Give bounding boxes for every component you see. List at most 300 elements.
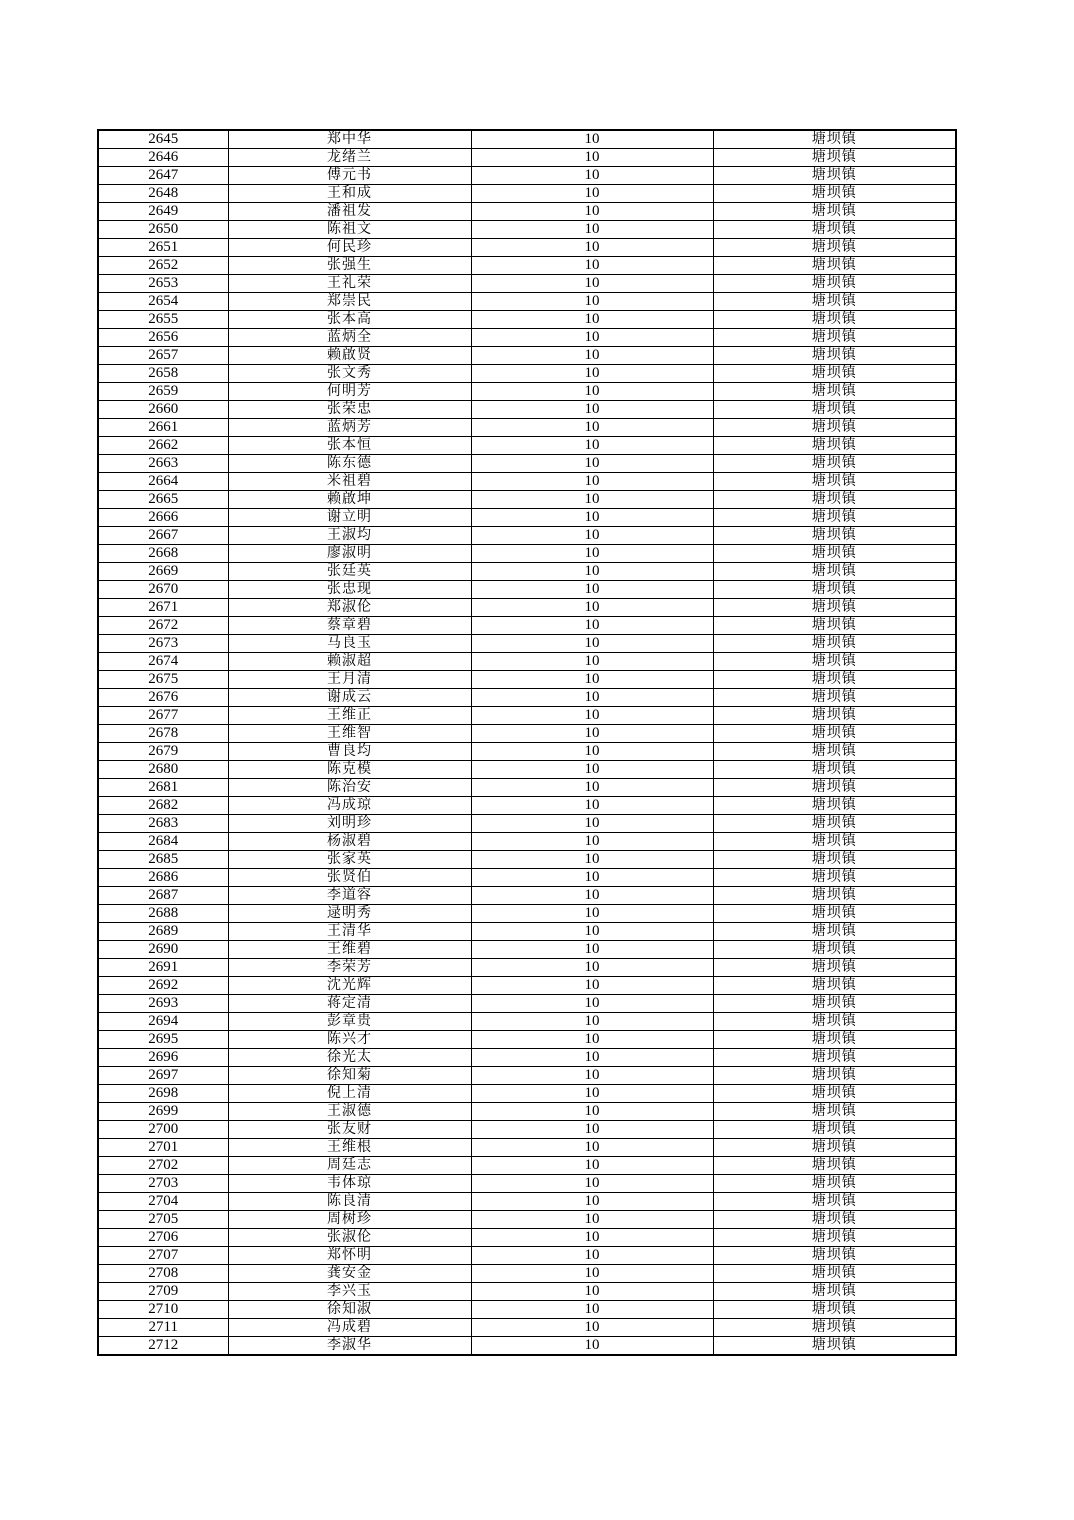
row-number-cell: 2678 xyxy=(98,725,228,743)
town-cell: 塘坝镇 xyxy=(713,1211,956,1229)
table-row xyxy=(98,509,956,527)
row-number-cell: 2706 xyxy=(98,1229,228,1247)
table-row xyxy=(98,725,956,743)
name-cell: 何民珍 xyxy=(228,239,471,257)
amount-cell: 10 xyxy=(471,383,713,401)
row-number-cell: 2705 xyxy=(98,1211,228,1229)
table-row xyxy=(98,1157,956,1175)
town-cell: 塘坝镇 xyxy=(713,725,956,743)
town-cell: 塘坝镇 xyxy=(713,923,956,941)
row-number-cell: 2667 xyxy=(98,527,228,545)
row-number-cell: 2666 xyxy=(98,509,228,527)
name-cell: 郑怀明 xyxy=(228,1247,471,1265)
table-row xyxy=(98,743,956,761)
amount-cell: 10 xyxy=(471,509,713,527)
amount-cell: 10 xyxy=(471,1049,713,1067)
row-number-cell: 2670 xyxy=(98,581,228,599)
amount-cell: 10 xyxy=(471,347,713,365)
town-cell: 塘坝镇 xyxy=(713,203,956,221)
table-row xyxy=(98,293,956,311)
name-cell: 徐知菊 xyxy=(228,1067,471,1085)
row-number-cell: 2669 xyxy=(98,563,228,581)
table-row xyxy=(98,329,956,347)
amount-cell: 10 xyxy=(471,401,713,419)
table-row xyxy=(98,527,956,545)
row-number-cell: 2654 xyxy=(98,293,228,311)
town-cell: 塘坝镇 xyxy=(713,1121,956,1139)
table-row xyxy=(98,833,956,851)
amount-cell: 10 xyxy=(471,653,713,671)
name-cell: 张淑伦 xyxy=(228,1229,471,1247)
town-cell: 塘坝镇 xyxy=(713,473,956,491)
town-cell: 塘坝镇 xyxy=(713,1319,956,1337)
row-number-cell: 2679 xyxy=(98,743,228,761)
name-cell: 王维智 xyxy=(228,725,471,743)
town-cell: 塘坝镇 xyxy=(713,743,956,761)
name-cell: 龚安金 xyxy=(228,1265,471,1283)
table-row xyxy=(98,797,956,815)
table-row xyxy=(98,455,956,473)
town-cell: 塘坝镇 xyxy=(713,185,956,203)
amount-cell: 10 xyxy=(471,311,713,329)
town-cell: 塘坝镇 xyxy=(713,815,956,833)
name-cell: 王维根 xyxy=(228,1139,471,1157)
name-cell: 陈兴才 xyxy=(228,1031,471,1049)
table-row xyxy=(98,1139,956,1157)
town-cell: 塘坝镇 xyxy=(713,491,956,509)
row-number-cell: 2674 xyxy=(98,653,228,671)
amount-cell: 10 xyxy=(471,419,713,437)
table-row xyxy=(98,761,956,779)
row-number-cell: 2647 xyxy=(98,167,228,185)
row-number-cell: 2691 xyxy=(98,959,228,977)
town-cell: 塘坝镇 xyxy=(713,275,956,293)
table-row xyxy=(98,1013,956,1031)
row-number-cell: 2711 xyxy=(98,1319,228,1337)
town-cell: 塘坝镇 xyxy=(713,239,956,257)
table-row xyxy=(98,221,956,239)
name-cell: 张本恒 xyxy=(228,437,471,455)
name-cell: 蔡章碧 xyxy=(228,617,471,635)
row-number-cell: 2660 xyxy=(98,401,228,419)
amount-cell: 10 xyxy=(471,239,713,257)
amount-cell: 10 xyxy=(471,581,713,599)
name-cell: 张家英 xyxy=(228,851,471,869)
amount-cell: 10 xyxy=(471,743,713,761)
table-row xyxy=(98,671,956,689)
row-number-cell: 2696 xyxy=(98,1049,228,1067)
amount-cell: 10 xyxy=(471,1121,713,1139)
amount-cell: 10 xyxy=(471,1229,713,1247)
name-cell: 王维正 xyxy=(228,707,471,725)
name-cell: 郑中华 xyxy=(228,130,471,149)
amount-cell: 10 xyxy=(471,617,713,635)
town-cell: 塘坝镇 xyxy=(713,905,956,923)
name-cell: 张贤伯 xyxy=(228,869,471,887)
amount-cell: 10 xyxy=(471,1211,713,1229)
town-cell: 塘坝镇 xyxy=(713,671,956,689)
row-number-cell: 2709 xyxy=(98,1283,228,1301)
name-cell: 谢立明 xyxy=(228,509,471,527)
row-number-cell: 2665 xyxy=(98,491,228,509)
amount-cell: 10 xyxy=(471,815,713,833)
row-number-cell: 2708 xyxy=(98,1265,228,1283)
amount-cell: 10 xyxy=(471,185,713,203)
row-number-cell: 2672 xyxy=(98,617,228,635)
table-row xyxy=(98,905,956,923)
amount-cell: 10 xyxy=(471,977,713,995)
name-cell: 赖淑超 xyxy=(228,653,471,671)
town-cell: 塘坝镇 xyxy=(713,797,956,815)
amount-cell: 10 xyxy=(471,1175,713,1193)
town-cell: 塘坝镇 xyxy=(713,455,956,473)
name-cell: 张友财 xyxy=(228,1121,471,1139)
town-cell: 塘坝镇 xyxy=(713,599,956,617)
name-cell: 张文秀 xyxy=(228,365,471,383)
amount-cell: 10 xyxy=(471,689,713,707)
table-row xyxy=(98,473,956,491)
table-row xyxy=(98,1337,956,1356)
town-cell: 塘坝镇 xyxy=(713,761,956,779)
town-cell: 塘坝镇 xyxy=(713,545,956,563)
name-cell: 张强生 xyxy=(228,257,471,275)
amount-cell: 10 xyxy=(471,995,713,1013)
town-cell: 塘坝镇 xyxy=(713,563,956,581)
row-number-cell: 2673 xyxy=(98,635,228,653)
name-cell: 彭章贵 xyxy=(228,1013,471,1031)
table-row xyxy=(98,1193,956,1211)
row-number-cell: 2649 xyxy=(98,203,228,221)
name-cell: 周廷志 xyxy=(228,1157,471,1175)
row-number-cell: 2657 xyxy=(98,347,228,365)
amount-cell: 10 xyxy=(471,149,713,167)
row-number-cell: 2692 xyxy=(98,977,228,995)
amount-cell: 10 xyxy=(471,437,713,455)
table-row xyxy=(98,275,956,293)
row-number-cell: 2689 xyxy=(98,923,228,941)
name-cell: 赖啟贤 xyxy=(228,347,471,365)
name-cell: 傅元书 xyxy=(228,167,471,185)
row-number-cell: 2693 xyxy=(98,995,228,1013)
name-cell: 廖淑明 xyxy=(228,545,471,563)
town-cell: 塘坝镇 xyxy=(713,1031,956,1049)
row-number-cell: 2710 xyxy=(98,1301,228,1319)
amount-cell: 10 xyxy=(471,887,713,905)
town-cell: 塘坝镇 xyxy=(713,527,956,545)
amount-cell: 10 xyxy=(471,797,713,815)
name-cell: 郑崇民 xyxy=(228,293,471,311)
amount-cell: 10 xyxy=(471,599,713,617)
amount-cell: 10 xyxy=(471,527,713,545)
table-row xyxy=(98,130,956,149)
table-row xyxy=(98,311,956,329)
table-body xyxy=(98,130,956,1355)
name-cell: 陈良清 xyxy=(228,1193,471,1211)
table-row xyxy=(98,815,956,833)
table-row xyxy=(98,149,956,167)
name-cell: 陈治安 xyxy=(228,779,471,797)
town-cell: 塘坝镇 xyxy=(713,1139,956,1157)
town-cell: 塘坝镇 xyxy=(713,851,956,869)
table-row xyxy=(98,995,956,1013)
row-number-cell: 2712 xyxy=(98,1337,228,1356)
name-cell: 谢成云 xyxy=(228,689,471,707)
town-cell: 塘坝镇 xyxy=(713,707,956,725)
name-cell: 倪上清 xyxy=(228,1085,471,1103)
row-number-cell: 2668 xyxy=(98,545,228,563)
town-cell: 塘坝镇 xyxy=(713,1229,956,1247)
data-table xyxy=(97,129,957,1356)
amount-cell: 10 xyxy=(471,1067,713,1085)
row-number-cell: 2677 xyxy=(98,707,228,725)
amount-cell: 10 xyxy=(471,725,713,743)
town-cell: 塘坝镇 xyxy=(713,995,956,1013)
table-row xyxy=(98,635,956,653)
name-cell: 王和成 xyxy=(228,185,471,203)
row-number-cell: 2695 xyxy=(98,1031,228,1049)
table-row xyxy=(98,977,956,995)
town-cell: 塘坝镇 xyxy=(713,311,956,329)
town-cell: 塘坝镇 xyxy=(713,1157,956,1175)
town-cell: 塘坝镇 xyxy=(713,401,956,419)
name-cell: 沈光辉 xyxy=(228,977,471,995)
town-cell: 塘坝镇 xyxy=(713,635,956,653)
amount-cell: 10 xyxy=(471,707,713,725)
row-number-cell: 2690 xyxy=(98,941,228,959)
table-row xyxy=(98,1049,956,1067)
row-number-cell: 2646 xyxy=(98,149,228,167)
name-cell: 蒋定清 xyxy=(228,995,471,1013)
table-row xyxy=(98,1031,956,1049)
row-number-cell: 2703 xyxy=(98,1175,228,1193)
amount-cell: 10 xyxy=(471,1103,713,1121)
row-number-cell: 2653 xyxy=(98,275,228,293)
row-number-cell: 2684 xyxy=(98,833,228,851)
row-number-cell: 2664 xyxy=(98,473,228,491)
row-number-cell: 2697 xyxy=(98,1067,228,1085)
table-row xyxy=(98,1247,956,1265)
row-number-cell: 2648 xyxy=(98,185,228,203)
amount-cell: 10 xyxy=(471,1301,713,1319)
amount-cell: 10 xyxy=(471,1031,713,1049)
amount-cell: 10 xyxy=(471,1247,713,1265)
town-cell: 塘坝镇 xyxy=(713,1103,956,1121)
amount-cell: 10 xyxy=(471,203,713,221)
row-number-cell: 2700 xyxy=(98,1121,228,1139)
table-row xyxy=(98,869,956,887)
amount-cell: 10 xyxy=(471,779,713,797)
row-number-cell: 2645 xyxy=(98,130,228,149)
table-row xyxy=(98,563,956,581)
name-cell: 何明芳 xyxy=(228,383,471,401)
row-number-cell: 2686 xyxy=(98,869,228,887)
amount-cell: 10 xyxy=(471,1085,713,1103)
name-cell: 王清华 xyxy=(228,923,471,941)
amount-cell: 10 xyxy=(471,1157,713,1175)
row-number-cell: 2675 xyxy=(98,671,228,689)
name-cell: 王淑德 xyxy=(228,1103,471,1121)
table-row xyxy=(98,887,956,905)
name-cell: 马良玉 xyxy=(228,635,471,653)
name-cell: 赖啟坤 xyxy=(228,491,471,509)
name-cell: 徐光太 xyxy=(228,1049,471,1067)
table-row xyxy=(98,653,956,671)
town-cell: 塘坝镇 xyxy=(713,689,956,707)
town-cell: 塘坝镇 xyxy=(713,437,956,455)
row-number-cell: 2650 xyxy=(98,221,228,239)
amount-cell: 10 xyxy=(471,851,713,869)
name-cell: 韦体琼 xyxy=(228,1175,471,1193)
row-number-cell: 2661 xyxy=(98,419,228,437)
name-cell: 王淑均 xyxy=(228,527,471,545)
amount-cell: 10 xyxy=(471,329,713,347)
row-number-cell: 2681 xyxy=(98,779,228,797)
table-row xyxy=(98,347,956,365)
table-row xyxy=(98,545,956,563)
table-row xyxy=(98,491,956,509)
amount-cell: 10 xyxy=(471,167,713,185)
row-number-cell: 2707 xyxy=(98,1247,228,1265)
town-cell: 塘坝镇 xyxy=(713,1013,956,1031)
row-number-cell: 2655 xyxy=(98,311,228,329)
town-cell: 塘坝镇 xyxy=(713,1067,956,1085)
amount-cell: 10 xyxy=(471,761,713,779)
table-row xyxy=(98,617,956,635)
row-number-cell: 2687 xyxy=(98,887,228,905)
row-number-cell: 2662 xyxy=(98,437,228,455)
table-row xyxy=(98,707,956,725)
amount-cell: 10 xyxy=(471,293,713,311)
name-cell: 冯成琼 xyxy=(228,797,471,815)
row-number-cell: 2682 xyxy=(98,797,228,815)
table-row xyxy=(98,437,956,455)
row-number-cell: 2702 xyxy=(98,1157,228,1175)
row-number-cell: 2663 xyxy=(98,455,228,473)
amount-cell: 10 xyxy=(471,275,713,293)
amount-cell: 10 xyxy=(471,1193,713,1211)
town-cell: 塘坝镇 xyxy=(713,149,956,167)
town-cell: 塘坝镇 xyxy=(713,221,956,239)
town-cell: 塘坝镇 xyxy=(713,977,956,995)
amount-cell: 10 xyxy=(471,491,713,509)
name-cell: 张廷英 xyxy=(228,563,471,581)
amount-cell: 10 xyxy=(471,257,713,275)
town-cell: 塘坝镇 xyxy=(713,959,956,977)
town-cell: 塘坝镇 xyxy=(713,833,956,851)
row-number-cell: 2676 xyxy=(98,689,228,707)
table-row xyxy=(98,383,956,401)
town-cell: 塘坝镇 xyxy=(713,887,956,905)
table-row xyxy=(98,779,956,797)
row-number-cell: 2671 xyxy=(98,599,228,617)
row-number-cell: 2658 xyxy=(98,365,228,383)
town-cell: 塘坝镇 xyxy=(713,1301,956,1319)
table-row xyxy=(98,599,956,617)
name-cell: 李荣芳 xyxy=(228,959,471,977)
amount-cell: 10 xyxy=(471,941,713,959)
name-cell: 曹良均 xyxy=(228,743,471,761)
table-row xyxy=(98,1211,956,1229)
town-cell: 塘坝镇 xyxy=(713,347,956,365)
town-cell: 塘坝镇 xyxy=(713,779,956,797)
town-cell: 塘坝镇 xyxy=(713,329,956,347)
table-row xyxy=(98,1265,956,1283)
name-cell: 龙绪兰 xyxy=(228,149,471,167)
town-cell: 塘坝镇 xyxy=(713,419,956,437)
table-row xyxy=(98,203,956,221)
name-cell: 周树珍 xyxy=(228,1211,471,1229)
row-number-cell: 2701 xyxy=(98,1139,228,1157)
town-cell: 塘坝镇 xyxy=(713,1283,956,1301)
amount-cell: 10 xyxy=(471,221,713,239)
amount-cell: 10 xyxy=(471,1265,713,1283)
town-cell: 塘坝镇 xyxy=(713,1247,956,1265)
town-cell: 塘坝镇 xyxy=(713,869,956,887)
table-row xyxy=(98,365,956,383)
name-cell: 陈祖文 xyxy=(228,221,471,239)
table-row xyxy=(98,959,956,977)
table-row xyxy=(98,1229,956,1247)
name-cell: 张忠现 xyxy=(228,581,471,599)
table-row xyxy=(98,941,956,959)
table-row xyxy=(98,257,956,275)
table-row xyxy=(98,401,956,419)
name-cell: 杨淑碧 xyxy=(228,833,471,851)
table-row xyxy=(98,1085,956,1103)
name-cell: 王月清 xyxy=(228,671,471,689)
table-row xyxy=(98,851,956,869)
town-cell: 塘坝镇 xyxy=(713,1049,956,1067)
row-number-cell: 2651 xyxy=(98,239,228,257)
table-row xyxy=(98,581,956,599)
name-cell: 冯成碧 xyxy=(228,1319,471,1337)
town-cell: 塘坝镇 xyxy=(713,167,956,185)
table-row xyxy=(98,1067,956,1085)
name-cell: 张本高 xyxy=(228,311,471,329)
table-row xyxy=(98,1175,956,1193)
amount-cell: 10 xyxy=(471,1283,713,1301)
town-cell: 塘坝镇 xyxy=(713,1265,956,1283)
town-cell: 塘坝镇 xyxy=(713,1085,956,1103)
amount-cell: 10 xyxy=(471,365,713,383)
row-number-cell: 2704 xyxy=(98,1193,228,1211)
row-number-cell: 2656 xyxy=(98,329,228,347)
name-cell: 蓝炳芳 xyxy=(228,419,471,437)
table-row xyxy=(98,1301,956,1319)
amount-cell: 10 xyxy=(471,1013,713,1031)
table-row xyxy=(98,419,956,437)
table-row xyxy=(98,167,956,185)
town-cell: 塘坝镇 xyxy=(713,257,956,275)
town-cell: 塘坝镇 xyxy=(713,1337,956,1356)
name-cell: 张荣忠 xyxy=(228,401,471,419)
amount-cell: 10 xyxy=(471,905,713,923)
amount-cell: 10 xyxy=(471,833,713,851)
name-cell: 逯明秀 xyxy=(228,905,471,923)
amount-cell: 10 xyxy=(471,1337,713,1356)
amount-cell: 10 xyxy=(471,545,713,563)
row-number-cell: 2652 xyxy=(98,257,228,275)
amount-cell: 10 xyxy=(471,635,713,653)
amount-cell: 10 xyxy=(471,1139,713,1157)
town-cell: 塘坝镇 xyxy=(713,1175,956,1193)
table-row xyxy=(98,1319,956,1337)
amount-cell: 10 xyxy=(471,671,713,689)
name-cell: 王维碧 xyxy=(228,941,471,959)
name-cell: 陈东德 xyxy=(228,455,471,473)
name-cell: 蓝炳全 xyxy=(228,329,471,347)
row-number-cell: 2683 xyxy=(98,815,228,833)
